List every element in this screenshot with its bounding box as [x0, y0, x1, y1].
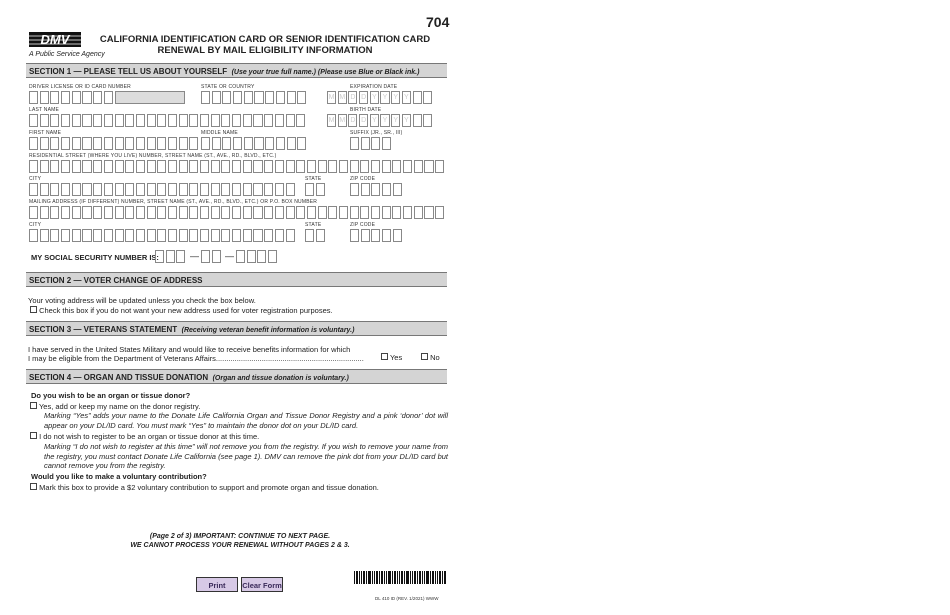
mailing-address-label: MAILING ADDRESS (IF DIFFERENT) NUMBER, STREET NAME (ST., AVE., RD., BLVD., ETC.) OR P.O. BOX NUMBER	[29, 199, 318, 205]
middle-name-label: MIDDLE NAME	[201, 130, 238, 136]
veterans-no-checkbox[interactable]	[421, 353, 428, 360]
contribution-checkbox[interactable]	[30, 483, 37, 490]
state2-label: STATE	[305, 222, 322, 228]
form-number: 704	[426, 14, 450, 30]
donor-yes-note: Marking “Yes” adds your name to the Donate Life California Organ and Tissue Donor Registry and a pink ‘donor’ dot will appear on your DL/ID card. You must mark “Yes” to maintain the donor dot on your DL/ID card.	[44, 411, 448, 430]
zip-label: ZIP CODE	[350, 176, 376, 182]
veterans-no: No	[421, 353, 440, 363]
ssn-part2-input[interactable]	[201, 250, 222, 263]
zip2-input[interactable]	[350, 229, 403, 242]
veterans-line2: I may be eligible from the Department of Veterans Affairs.......................................................................	[28, 354, 364, 363]
ssn-label: MY SOCIAL SECURITY NUMBER IS:	[31, 253, 159, 262]
donor-question: Do you wish to be an organ or tissue donor?	[31, 391, 191, 400]
veterans-line1: I have served in the United States Military and would like to receive benefits information for which	[28, 345, 351, 354]
page-footer-notice: (Page 2 of 3) IMPORTANT: CONTINUE TO NEXT PAGE. WE CANNOT PROCESS YOUR RENEWAL WITHOUT PAGES 2 & 3.	[130, 533, 350, 549]
state-input[interactable]	[305, 183, 326, 196]
veterans-yes: Yes	[381, 353, 402, 363]
donor-yes-row: Yes, add or keep my name on the donor registry.	[30, 402, 200, 412]
section1-header: SECTION 1 — PLEASE TELL US ABOUT YOURSELF (Use your true full name.) (Please use Blue or Black ink.)	[26, 63, 447, 78]
contribution-question: Would you like to make a voluntary contribution?	[31, 472, 207, 481]
dl-id-input[interactable]	[29, 91, 186, 104]
zip2-label: ZIP CODE	[350, 222, 376, 228]
form-title: CALIFORNIA IDENTIFICATION CARD OR SENIOR IDENTIFICATION CARD RENEWAL BY MAIL ELIGIBILITY INFORMATION	[99, 34, 431, 56]
ssn-part3-input[interactable]	[236, 250, 279, 263]
expiration-input[interactable]: M M D D Y Y Y Y	[327, 91, 434, 104]
voter-intro: Your voting address will be updated unless you check the box below.	[28, 296, 256, 305]
last-name-input[interactable]	[29, 114, 307, 127]
svg-text:DMV: DMV	[40, 32, 70, 47]
dmv-logo	[29, 29, 81, 51]
state-country-input[interactable]	[201, 91, 308, 104]
dl-id-label: DRIVER LICENSE OR ID CARD NUMBER	[29, 84, 131, 90]
section2-header: SECTION 2 — VOTER CHANGE OF ADDRESS	[26, 272, 447, 287]
birth-date-input[interactable]: M M D D Y Y Y Y	[327, 114, 434, 127]
expiration-label: EXPIRATION DATE	[350, 84, 398, 90]
suffix-input[interactable]	[350, 137, 393, 150]
state-label: STATE	[305, 176, 322, 182]
ssn-part1-input[interactable]	[155, 250, 187, 263]
agency-tagline: A Public Service Agency	[29, 51, 105, 58]
city-label: CITY	[29, 176, 42, 182]
contribution-row: Mark this box to provide a $2 voluntary contribution to support and promote organ and tissue donation.	[30, 483, 379, 493]
section4-header: SECTION 4 — ORGAN AND TISSUE DONATION (Organ and tissue donation is voluntary.)	[26, 369, 447, 384]
ssn-dash-1: —	[190, 251, 199, 261]
residential-street-label: RESIDENTIAL STREET (WHERE YOU LIVE) NUMBER, STREET NAME (ST., AVE., RD., BLVD., ETC.)	[29, 153, 277, 159]
mailing-address-input[interactable]	[29, 206, 446, 219]
birth-date-label: BIRTH DATE	[350, 107, 382, 113]
print-button[interactable]: Print	[196, 577, 238, 592]
donor-no-checkbox[interactable]	[30, 432, 37, 439]
veterans-yes-checkbox[interactable]	[381, 353, 388, 360]
zip-input[interactable]	[350, 183, 403, 196]
city2-label: CITY	[29, 222, 42, 228]
middle-name-input[interactable]	[201, 137, 308, 150]
residential-street-input[interactable]	[29, 160, 446, 173]
donor-no-note: Marking “I do not wish to register at this time” will not remove you from the registry. If you wish to remove your name from the registry, you must contact Donate Life California (see page 1). DMV can remove the pink dot from your DL/ID card but cannot remove you from the registry.	[44, 442, 448, 470]
first-name-input[interactable]	[29, 137, 200, 150]
last-name-label: LAST NAME	[29, 107, 60, 113]
suffix-label: SUFFIX (JR., SR., III)	[350, 130, 403, 136]
voter-optout-label: Check this box if you do not want your new address used for voter registration purposes.	[39, 306, 333, 315]
city-input[interactable]	[29, 183, 296, 196]
form-revision: DL 410 ID (REV. 1/2021) WWW	[375, 596, 439, 601]
voter-optout-checkbox[interactable]	[30, 306, 37, 313]
first-name-label: FIRST NAME	[29, 130, 62, 136]
donor-no-row: I do not wish to register to be an organ or tissue donor at this time.	[30, 432, 259, 442]
section3-header: SECTION 3 — VETERANS STATEMENT (Receiving veteran benefit information is voluntary.)	[26, 321, 447, 336]
donor-yes-checkbox[interactable]	[30, 402, 37, 409]
barcode	[354, 571, 446, 584]
voter-optout-row	[30, 306, 333, 316]
state2-input[interactable]	[305, 229, 326, 242]
state-country-label: STATE OR COUNTRY	[201, 84, 255, 90]
ssn-dash-2: —	[225, 251, 234, 261]
clear-form-button[interactable]: Clear Form	[241, 577, 283, 592]
city2-input[interactable]	[29, 229, 296, 242]
